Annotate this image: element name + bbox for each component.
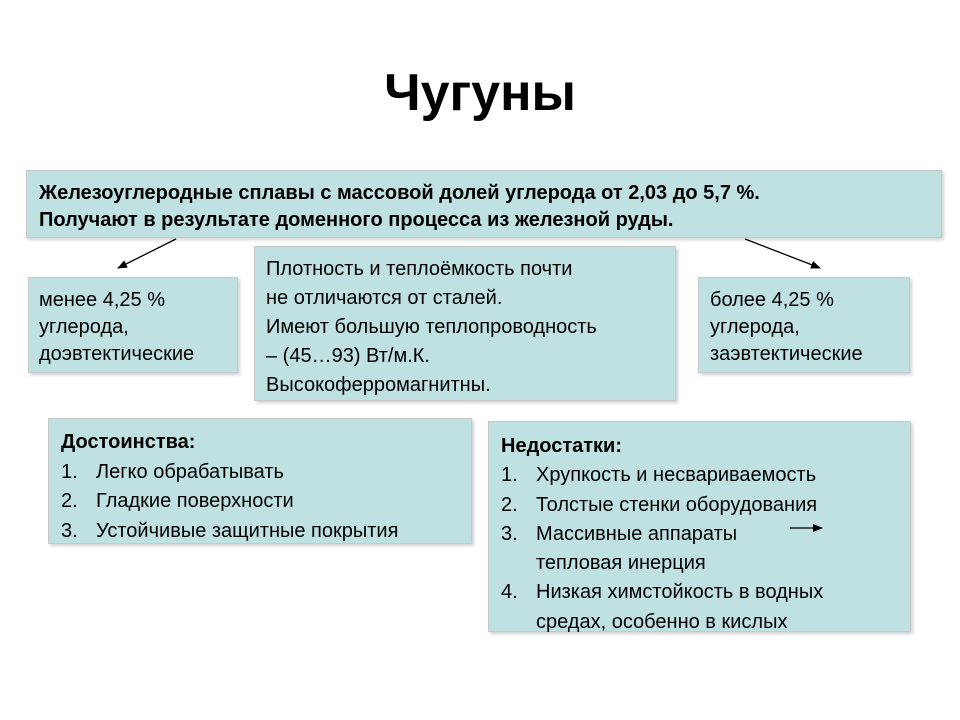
- hypoeutectic-line: менее 4,25 %: [39, 289, 165, 311]
- list-item-text: Толстые стенки оборудования: [536, 493, 818, 516]
- hypereutectic-line: заэвтектические: [710, 343, 863, 365]
- properties-line: Высокоферромагнитны.: [266, 374, 491, 396]
- properties-line: не отличаются от сталей.: [266, 287, 503, 309]
- list-item-number: 1.: [501, 464, 518, 487]
- list-item-text: средах, особенно в кислых: [536, 610, 788, 633]
- list-item: [61, 517, 459, 547]
- slide-title: Чугуны: [384, 64, 576, 122]
- arrow-to-hypoeutectic: [118, 239, 176, 268]
- properties-box: [254, 246, 676, 401]
- properties-line: Плотность и теплоёмкость почти: [266, 258, 573, 280]
- hypereutectic-line: углерода,: [710, 316, 800, 338]
- list-item-text: тепловая инерция: [536, 552, 706, 575]
- list-item-text: Легко обрабатывать: [96, 460, 284, 483]
- list-item-text: Устойчивые защитные покрытия: [96, 519, 399, 542]
- list-item-text: Массивные аппараты: [536, 522, 738, 545]
- advantages-box: [48, 418, 472, 544]
- hypoeutectic-line: доэвтектические: [39, 343, 195, 365]
- definition-line: Получают в результате доменного процесса из железной руды.: [39, 209, 674, 231]
- list-item-number: 4.: [501, 581, 518, 604]
- arrow-to-hypereutectic: [745, 239, 820, 268]
- list-item-text: Хрупкость и несвариваемость: [536, 464, 817, 487]
- hypereutectic-box: [698, 277, 910, 373]
- hypoeutectic-line: углерода,: [39, 316, 129, 338]
- list-item-number: 2.: [61, 490, 78, 512]
- list-item: [501, 461, 898, 490]
- list-item: [501, 578, 898, 637]
- advantages-list: [61, 458, 459, 547]
- list-item-number: 2.: [501, 493, 518, 516]
- hypoeutectic-box: [28, 277, 238, 373]
- hypereutectic-line: более 4,25 %: [710, 289, 834, 311]
- definition-box: [26, 170, 942, 238]
- definition-line: Железоуглеродные сплавы с массовой долей углерода от 2,03 до 5,7 %.: [39, 182, 760, 204]
- list-item-number: 3.: [501, 522, 518, 545]
- properties-line: Имеют большую теплопроводность: [266, 316, 597, 338]
- disadvantages-box: [488, 421, 911, 632]
- list-item: [501, 520, 898, 579]
- disadvantages-list: [501, 461, 898, 637]
- list-item-number: 3.: [61, 519, 78, 542]
- list-item: [61, 458, 459, 488]
- list-item-text: Низкая химстойкость в водных: [536, 581, 824, 604]
- advantages-heading: Достоинства:: [61, 431, 196, 453]
- list-item-number: 1.: [61, 460, 78, 483]
- list-item-text: Гладкие поверхности: [96, 490, 294, 512]
- properties-line: – (45…93) Вт/м.К.: [266, 345, 430, 367]
- list-item: [501, 491, 898, 520]
- list-item: [61, 487, 459, 517]
- disadvantages-heading: Недостатки:: [501, 435, 623, 457]
